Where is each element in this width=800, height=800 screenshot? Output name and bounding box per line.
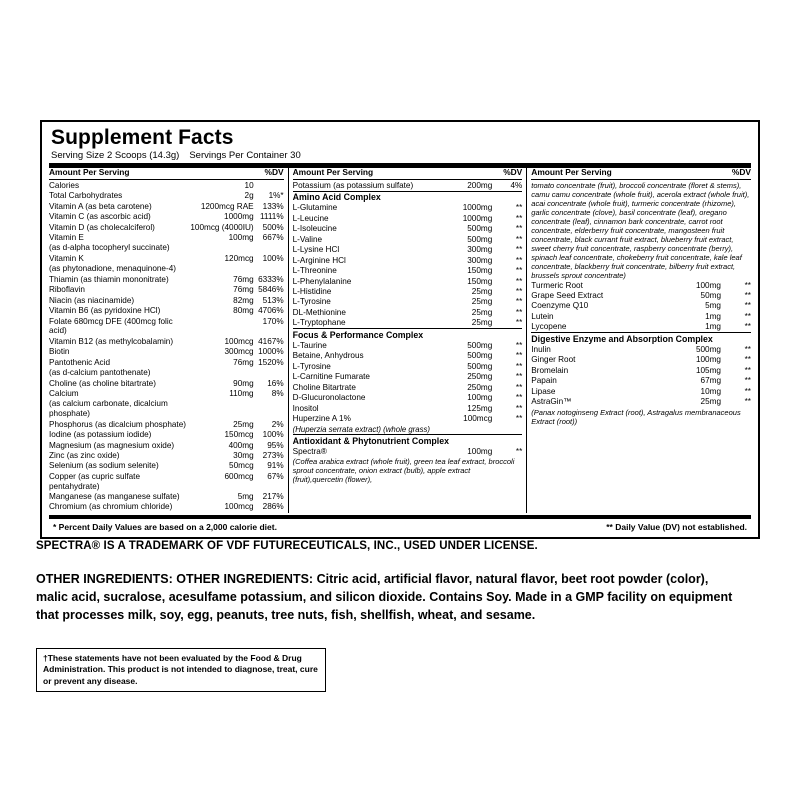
ingredient-paragraph-row: [531, 407, 751, 426]
nutrient-dv: [254, 368, 284, 378]
nutrient-name: L-Isoleucine: [292, 224, 337, 234]
nutrient-dv: **: [515, 414, 523, 424]
nutrient-row: [531, 355, 751, 365]
nutrient-name: Copper (as cupric sulfate pentahydrate): [49, 471, 141, 491]
blend-header-row: [531, 333, 751, 344]
other-ingredients: [36, 570, 736, 624]
fda-disclaimer: †These statements have not been evaluated by the Food & Drug Administration. This product is not intended to diagnose, treat, cure or prevent any disease.: [36, 648, 326, 692]
nutrient-name: Ginger Root: [531, 355, 576, 365]
nutrient-row: [293, 414, 523, 424]
nutrient-row: [531, 365, 751, 375]
nutrient-row: [49, 357, 284, 367]
ingredient-paragraph-row: [531, 180, 751, 280]
nutrient-row: [293, 180, 523, 191]
nutrient-dv: [254, 264, 284, 274]
nutrient-name: (as d-alpha tocopheryl succinate): [49, 243, 170, 253]
nutrient-row: [531, 291, 751, 301]
nutrient-dv: **: [744, 311, 751, 321]
nutrient-row: [293, 351, 523, 361]
nutrient-dv: 8%: [271, 389, 284, 399]
facts-column-2: [288, 168, 527, 512]
nutrient-dv: 513%: [262, 295, 284, 305]
nutrient-name: Calories: [49, 180, 80, 190]
nutrient-row: [293, 287, 523, 297]
nutrient-amount: 100mg: [695, 355, 721, 365]
blend-header-row: [293, 192, 523, 203]
nutrient-row: [293, 318, 523, 329]
nutrient-amount: 500mg: [467, 340, 493, 350]
nutrient-dv: 170%: [262, 316, 284, 326]
facts-header-amount: Amount Per Serving: [292, 167, 374, 178]
nutrient-name: Choline Bitartrate: [292, 382, 356, 392]
nutrient-dv: **: [515, 382, 523, 392]
nutrient-row: [293, 382, 523, 392]
nutrient-amount: 105mg: [695, 365, 721, 375]
nutrient-dv: **: [744, 397, 751, 407]
nutrient-name: Lutein: [531, 311, 554, 321]
nutrient-row: [293, 213, 523, 223]
nutrient-amount: 25mg: [233, 419, 254, 429]
nutrient-row: [49, 440, 284, 450]
other-ingredients-label: OTHER INGREDIENTS:: [36, 572, 173, 586]
nutrient-amount: 100mcg: [463, 414, 493, 424]
nutrient-name: Niacin (as niacinamide): [49, 295, 135, 305]
nutrient-amount: 600mcg: [224, 471, 254, 481]
nutrient-amount: 5mg: [237, 491, 254, 501]
nutrient-row: [49, 451, 284, 461]
nutrient-dv: **: [515, 276, 523, 286]
nutrient-row: [293, 424, 523, 434]
nutrient-name: Vitamin C (as ascorbic acid): [49, 212, 151, 222]
nutrient-row: [49, 471, 284, 491]
nutrient-name: Vitamin K: [49, 253, 84, 263]
nutrient-amount: 500mg: [695, 344, 721, 354]
nutrient-name: Lycopene: [531, 322, 567, 332]
blend-header-row: [293, 435, 523, 446]
facts-table-2: [293, 168, 523, 484]
footnote-daily-value: * Percent Daily Values are based on a 2,000 calorie diet.: [53, 521, 277, 532]
nutrient-dv: **: [744, 280, 751, 290]
nutrient-name: Folate 680mcg DFE (400mcg folic acid): [49, 316, 173, 336]
nutrient-name: Calcium: [49, 389, 79, 399]
nutrient-dv: **: [515, 224, 523, 234]
nutrient-dv: [254, 399, 284, 419]
nutrient-name: Turmeric Root: [531, 280, 583, 290]
panel-footnotes: [49, 519, 751, 533]
nutrient-dv: **: [515, 403, 523, 413]
nutrient-row: [531, 397, 751, 407]
nutrient-name: Bromelain: [531, 365, 569, 375]
nutrient-dv: **: [744, 322, 751, 332]
nutrient-name: L-Tyrosine: [292, 297, 331, 307]
nutrient-dv: **: [744, 386, 751, 396]
nutrient-amount: 250mg: [467, 372, 493, 382]
nutrient-amount: 25mg: [700, 397, 721, 407]
nutrient-amount: 300mcg: [224, 347, 254, 357]
nutrient-name: (as phytonadione, menaquinone-4): [49, 264, 176, 274]
nutrient-name: Inositol: [292, 403, 319, 413]
nutrient-row: [49, 254, 284, 264]
nutrient-amount: 2g: [244, 191, 254, 201]
nutrient-amount: 150mcg: [224, 430, 254, 440]
nutrient-name: AstraGin™: [531, 397, 572, 407]
nutrient-name: Iodine (as potassium iodide): [49, 430, 152, 440]
nutrient-row: [293, 297, 523, 307]
other-ingredients-text: OTHER INGREDIENTS: Citric acid, artificial flavor, natural flavor, beet root powder (color), malic acid, sucralose, acesulfame potassium, and silicon dioxide. Contains Soy. Made in a GMP facility on equipment that processes milk, soy, egg, peanuts, tree nuts, fish, shellfish, wheat, and sesame.: [36, 572, 733, 623]
nutrient-amount: 1200mcg RAE: [200, 201, 254, 211]
nutrient-row: [49, 201, 284, 211]
nutrient-row: [49, 399, 284, 419]
serving-size: Serving Size 2 Scoops (14.3g): [51, 150, 180, 162]
nutrient-dv: **: [515, 361, 523, 371]
nutrient-amount: [190, 399, 253, 419]
nutrient-name: L-Tryptophane: [292, 318, 346, 328]
nutrient-amount: 400mg: [228, 440, 254, 450]
nutrient-dv: 6333%: [258, 274, 284, 284]
nutrient-name: Zinc (as zinc oxide): [49, 450, 120, 460]
nutrient-row: [49, 180, 284, 190]
nutrient-dv: **: [515, 234, 523, 244]
nutrient-row: [49, 222, 284, 232]
nutrient-amount: 110mg: [229, 389, 254, 399]
nutrient-dv: **: [515, 297, 523, 307]
nutrient-dv: 286%: [262, 502, 284, 512]
nutrient-amount: 500mg: [467, 361, 493, 371]
nutrient-amount: [190, 316, 253, 336]
nutrient-dv: 4%: [510, 180, 523, 190]
nutrient-name: L-Histidine: [292, 286, 332, 296]
nutrient-row: [531, 345, 751, 355]
nutrient-amount: 100mcg: [224, 502, 254, 512]
nutrient-dv: 95%: [267, 440, 284, 450]
nutrient-name: Manganese (as manganese sulfate): [49, 491, 180, 501]
nutrient-dv: **: [515, 393, 523, 403]
nutrient-dv: 100%: [262, 253, 284, 263]
trademark-notice: SPECTRA® IS A TRADEMARK OF VDF FUTURECEUTICALS, INC., USED UNDER LICENSE.: [36, 540, 538, 552]
nutrient-dv: **: [744, 301, 751, 311]
nutrient-row: [49, 419, 284, 429]
nutrient-amount: 150mg: [467, 266, 493, 276]
facts-header-row: [49, 168, 284, 180]
nutrient-dv: 100%: [262, 430, 284, 440]
nutrient-name: Total Carbohydrates: [49, 191, 123, 201]
nutrient-name: Vitamin B12 (as methylcobalamin): [49, 336, 174, 346]
nutrient-name: (as calcium carbonate, dicalcium phosphate): [49, 399, 168, 419]
nutrient-name: (as d-calcium pantothenate): [49, 368, 151, 378]
nutrient-dv: **: [515, 286, 523, 296]
ingredient-paragraph: (Panax notoginseng Extract (root), Astragalus membranaceous Extract (root)): [531, 407, 741, 426]
nutrient-row: [531, 386, 751, 396]
nutrient-dv: **: [515, 307, 523, 317]
nutrient-dv: 4706%: [258, 306, 284, 316]
nutrient-name: L-Phenylalanine: [292, 276, 352, 286]
nutrient-row: [49, 492, 284, 502]
nutrient-row: [49, 389, 284, 399]
nutrient-amount: 25mg: [471, 318, 493, 328]
nutrient-row: [49, 274, 284, 284]
ingredient-paragraph-row: [293, 457, 523, 485]
nutrient-amount: 125mg: [467, 403, 493, 413]
nutrient-dv: **: [744, 344, 751, 354]
nutrient-amount: 300mg: [467, 255, 493, 265]
nutrient-name: (Huperzia serrata extract) (whole grass): [292, 424, 430, 434]
nutrient-dv: 1000%: [258, 347, 284, 357]
blend-header-row: [293, 329, 523, 340]
nutrient-row: [49, 306, 284, 316]
supplement-facts-panel: [40, 120, 760, 539]
nutrient-row: [293, 266, 523, 276]
nutrient-name: Vitamin B6 (as pyridoxine HCl): [49, 306, 161, 316]
nutrient-name: D-Glucuronolactone: [292, 393, 366, 403]
nutrient-amount: 100mg: [695, 280, 721, 290]
nutrient-name: Phosphorus (as dicalcium phosphate): [49, 419, 186, 429]
nutrient-row: [49, 461, 284, 471]
nutrient-name: Inulin: [531, 344, 551, 354]
nutrient-row: [531, 322, 751, 333]
facts-header-dv: %DV: [731, 167, 751, 178]
nutrient-row: [49, 347, 284, 357]
facts-header-amount: Amount Per Serving: [49, 167, 130, 178]
nutrient-dv: 16%: [267, 378, 284, 388]
nutrient-name: L-Leucine: [292, 213, 329, 223]
nutrient-dv: [492, 424, 522, 434]
nutrient-row: [293, 276, 523, 286]
nutrient-amount: 300mg: [467, 245, 493, 255]
nutrient-name: Papain: [531, 376, 557, 386]
facts-column-3: [526, 168, 751, 512]
nutrient-name: Choline (as choline bitartrate): [49, 378, 156, 388]
nutrient-dv: 91%: [267, 461, 284, 471]
nutrient-row: [49, 191, 284, 201]
nutrient-row: [49, 285, 284, 295]
nutrient-row: [531, 376, 751, 386]
nutrient-dv: 5846%: [258, 285, 284, 295]
nutrient-row: [293, 224, 523, 234]
nutrient-amount: 50mcg: [229, 461, 254, 471]
nutrient-amount: 100mg: [467, 393, 493, 403]
nutrient-dv: **: [515, 245, 523, 255]
nutrient-amount: 500mg: [467, 234, 493, 244]
nutrient-amount: 25mg: [471, 307, 493, 317]
nutrient-dv: 500%: [262, 222, 284, 232]
nutrient-dv: 1%*: [268, 191, 284, 201]
blend-title: Digestive Enzyme and Absorption Complex: [531, 333, 713, 344]
nutrient-amount: 10: [244, 180, 254, 190]
nutrient-amount: 120mcg: [224, 253, 254, 263]
nutrient-name: Chromium (as chromium chloride): [49, 502, 173, 512]
nutrient-amount: 1mg: [705, 322, 721, 332]
nutrient-name: Spectra®: [292, 446, 327, 456]
nutrient-name: L-Valine: [292, 234, 323, 244]
nutrient-amount: 10mg: [700, 386, 721, 396]
nutrient-name: Lipase: [531, 386, 556, 396]
nutrient-name: Selenium (as sodium selenite): [49, 461, 159, 471]
nutrient-dv: **: [515, 318, 523, 328]
nutrient-row: [49, 336, 284, 346]
nutrient-name: L-Arginine HCl: [292, 255, 346, 265]
nutrient-row: [531, 280, 751, 290]
nutrient-amount: 76mg: [233, 357, 254, 367]
facts-header-dv: %DV: [503, 167, 523, 178]
facts-header-row: [531, 168, 751, 180]
nutrient-name: Betaine, Anhydrous: [292, 351, 364, 361]
nutrient-row: [49, 368, 284, 378]
nutrient-dv: 667%: [262, 233, 284, 242]
nutrient-dv: 2%: [271, 419, 284, 429]
nutrient-amount: 100mg: [467, 446, 493, 456]
nutrient-amount: 5mg: [705, 301, 721, 311]
nutrient-dv: **: [515, 255, 523, 265]
nutrient-dv: **: [515, 372, 523, 382]
nutrient-amount: 25mg: [471, 286, 493, 296]
nutrient-name: L-Glutamine: [292, 203, 338, 213]
nutrient-name: Vitamin D (as cholecalciferol): [49, 222, 155, 232]
nutrient-amount: 1000mg: [462, 203, 493, 213]
nutrient-dv: 4167%: [258, 336, 284, 346]
facts-column-1: [49, 168, 288, 512]
nutrient-amount: 500mg: [467, 224, 493, 234]
nutrient-name: Biotin: [49, 347, 70, 357]
nutrient-dv: [254, 243, 284, 253]
ingredient-paragraph: (Coffea arabica extract (whole fruit), green tea leaf extract, broccoli sprout concentrate, onion extract (bulb), apple extract (fruit),quercetin (flower),: [292, 457, 515, 485]
nutrient-name: Grape Seed Extract: [531, 290, 604, 300]
page-title: Supplement Facts: [51, 126, 234, 149]
facts-header-dv: %DV: [264, 167, 284, 178]
nutrient-row: [293, 341, 523, 351]
nutrient-amount: 76mg: [233, 285, 254, 295]
serving-info: [51, 150, 751, 161]
nutrient-amount: [190, 264, 253, 274]
nutrient-amount: 25mg: [471, 297, 493, 307]
ingredient-paragraph: tomato concentrate (fruit), broccoli concentrate (floret & stems), camu camu concentrate (whole fruit), acerola extract (whole fruit), acai concentrate (whole fruit), turmeric concentrate (rhizome), garlic concentrate (clove), basil concentrate (leaf), oregano concentrate (leaf), cinnamon bark concentrate, carrot root concentrate, elderberry fruit concentrate, mangosteen fruit concentrate, black currant fruit extract, blueberry fruit extract, sweet cherry fruit concentrate, raspberry concentrate (berry), spinach leaf concentrate, chokeberry fruit concentrate, kale leaf concentrate, blackberry fruit concentrate, bilberry fruit extract, brussels sprout concentrate): [531, 180, 750, 280]
nutrient-row: [49, 264, 284, 274]
nutrient-amount: 100mcg (4000IU): [190, 222, 254, 232]
nutrient-name: L-Lysine HCl: [292, 245, 340, 255]
nutrient-amount: 200mg: [467, 180, 493, 190]
nutrient-name: Magnesium (as magnesium oxide): [49, 440, 175, 450]
nutrient-dv: **: [515, 213, 523, 223]
nutrient-row: [293, 446, 523, 456]
nutrient-amount: 50mg: [700, 290, 721, 300]
nutrient-amount: 250mg: [467, 382, 493, 392]
nutrient-amount: 500mg: [467, 351, 493, 361]
nutrient-name: Vitamin A (as beta carotene): [49, 201, 152, 211]
nutrient-row: [293, 234, 523, 244]
nutrient-amount: 150mg: [467, 276, 493, 286]
nutrient-dv: 1520%: [258, 357, 284, 367]
nutrient-amount: 67mg: [700, 376, 721, 386]
nutrient-name: Potassium (as potassium sulfate): [292, 180, 414, 190]
nutrient-dv: **: [515, 266, 523, 276]
blend-title: Antioxidant & Phytonutrient Complex: [292, 435, 450, 446]
nutrient-amount: 1000mg: [462, 213, 493, 223]
nutrient-dv: 67%: [267, 471, 284, 481]
nutrient-amount: 100mg: [228, 233, 254, 242]
nutrient-name: Coenzyme Q10: [531, 301, 589, 311]
nutrient-row: [49, 212, 284, 222]
nutrient-amount: 90mg: [233, 378, 254, 388]
nutrient-row: [49, 502, 284, 512]
nutrient-amount: [448, 424, 493, 434]
nutrient-row: [293, 203, 523, 213]
nutrient-dv: **: [515, 203, 523, 213]
nutrient-name: Riboflavin: [49, 285, 85, 295]
nutrient-row: [531, 311, 751, 321]
blend-title: Amino Acid Complex: [292, 192, 381, 203]
facts-table-1: [49, 168, 284, 512]
nutrient-amount: 1000mg: [224, 212, 254, 222]
nutrient-dv: **: [744, 365, 751, 375]
blend-title: Focus & Performance Complex: [292, 329, 424, 340]
nutrient-name: L-Tyrosine: [292, 361, 331, 371]
nutrient-amount: 80mg: [233, 306, 254, 316]
nutrient-row: [293, 393, 523, 403]
nutrient-name: L-Threonine: [292, 266, 337, 276]
nutrient-dv: **: [744, 290, 751, 300]
nutrient-dv: 217%: [262, 491, 284, 501]
nutrient-amount: [190, 368, 253, 378]
nutrient-amount: 76mg: [233, 274, 254, 284]
nutrient-row: [293, 372, 523, 382]
nutrient-row: [49, 430, 284, 440]
nutrient-dv: **: [744, 355, 751, 365]
nutrient-name: DL-Methionine: [292, 307, 346, 317]
nutrient-dv: **: [515, 351, 523, 361]
nutrient-row: [49, 233, 284, 243]
nutrient-dv: 273%: [262, 450, 284, 460]
nutrient-dv: 1111%: [259, 212, 284, 222]
nutrient-row: [293, 403, 523, 413]
nutrient-name: Thiamin (as thiamin mononitrate): [49, 274, 169, 284]
nutrient-name: L-Carnitine Fumarate: [292, 372, 370, 382]
nutrient-row: [49, 316, 284, 336]
footnote-dv-not-established: ** Daily Value (DV) not established.: [606, 521, 747, 532]
facts-table-3: [531, 168, 751, 426]
nutrient-amount: 100mcg: [224, 336, 254, 346]
nutrient-dv: 133%: [262, 201, 284, 211]
nutrient-name: Pantothenic Acid: [49, 357, 110, 367]
nutrient-row: [531, 301, 751, 311]
nutrient-row: [293, 361, 523, 371]
nutrient-row: [49, 243, 284, 253]
nutrient-name: L-Taurine: [292, 340, 327, 350]
nutrient-dv: [254, 180, 284, 190]
nutrient-dv: **: [744, 376, 751, 386]
nutrient-dv: **: [515, 340, 523, 350]
facts-columns: [49, 168, 751, 512]
nutrient-amount: 30mg: [233, 450, 254, 460]
nutrient-amount: 82mg: [233, 295, 254, 305]
nutrient-name: Huperzine A 1%: [292, 414, 351, 424]
nutrient-row: [293, 255, 523, 265]
nutrient-amount: 1mg: [705, 311, 721, 321]
nutrient-row: [49, 378, 284, 388]
nutrient-amount: [190, 243, 253, 253]
nutrient-row: [293, 245, 523, 255]
nutrient-dv: **: [515, 446, 523, 456]
nutrient-name: Vitamin E: [49, 233, 84, 242]
nutrient-row: [293, 307, 523, 317]
facts-header-amount: Amount Per Serving: [531, 167, 612, 178]
servings-per-container: Servings Per Container 30: [189, 150, 301, 162]
facts-header-row: [293, 168, 523, 180]
nutrient-row: [49, 295, 284, 305]
